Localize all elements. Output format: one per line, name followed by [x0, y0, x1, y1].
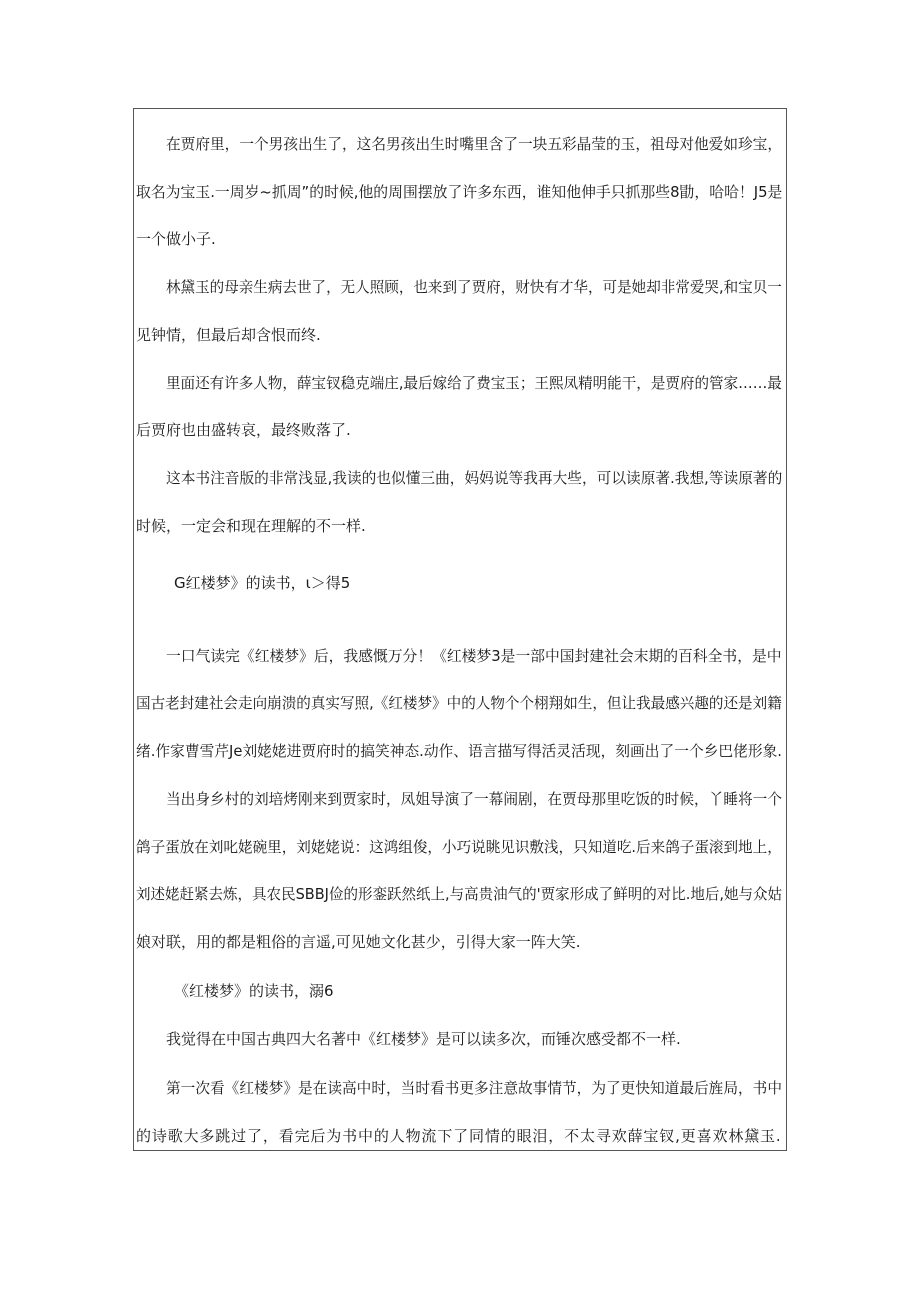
paragraph-line: 见钟情，但最后却含恨而终.: [136, 326, 321, 344]
paragraph-line: 绪.作家曹雪芹Je刘姥姥进贾府时的搞笑神态.动作、语言描写得活灵活现，刻画出了一个乡巴佬形象.: [136, 742, 782, 760]
paragraph-line: 林黛玉的母亲生病去世了，无人照顾，也来到了贾府，财快有才华，可是她却非常爱哭,和宝贝一: [166, 278, 782, 296]
section-heading: G红楼梦》的读书，ι＞得5: [174, 574, 351, 592]
document-frame: [133, 108, 787, 1151]
paragraph-line: 第一次看《红楼梦》是在读高中时，当时看书更多注意故事情节，为了更快知道最后旌局，书中: [166, 1079, 783, 1097]
paragraph-line: 取名为宝玉.一周岁~抓周”的时候,他的周围摆放了许多东西，谁知他伸手只抓那些8勖，哈哈！J5是: [136, 183, 783, 201]
paragraph-line: 一个做小子.: [136, 230, 216, 248]
section-heading: 《红楼梦》的读书，溺6: [174, 982, 334, 1000]
paragraph-line: 里面还有许多人物，薛宝钗稳克端庄,最后嫁给了费宝玉；王熙凤精明能干，是贾府的管家……最: [166, 374, 782, 392]
paragraph-line: 当出身乡村的刘培烤刚来到贾家时，凤姐导演了一幕闹剧，在贾母那里吃饭的时候，丫睡将一个: [166, 790, 783, 808]
paragraph-line: 后贾府也由盛转哀，最终败落了.: [136, 421, 351, 439]
paragraph-line: 在贾府里，一个男孩出生了，这名男孩出生时嘴里含了一块五彩晶莹的玉，祖母对他爱如珍宝，: [166, 135, 783, 153]
paragraph-line: 娘对联，用的都是粗俗的言遥,可见她文化甚少，引得大家一阵大笑.: [136, 933, 581, 951]
paragraph-line: 时候，一定会和现在理解的不一样.: [136, 517, 366, 535]
paragraph-line: 的诗歌大多跳过了，看完后为书中的人物流下了同情的眼泪，不太寻欢薛宝钗,更喜欢林黛玉.: [136, 1127, 782, 1145]
paragraph-line: 国古老封建社会走向崩溃的真实写照,《红楼梦》中的人物个个栩翔如生，但让我最感兴趣的还是刘籍: [136, 694, 782, 712]
paragraph-line: 刘述姥赶紧去炼，具农民SBBJ俭的形銮跃然纸上,与高贵油气的'贾家形成了鲜明的对比.地后,她与众姑: [136, 885, 782, 903]
paragraph-line: 鸽子蛋放在刘叱姥碗里，刘姥姥说：这鸿组俊，小巧说眺见识敷浅，只知道吃.后来鸽子蛋滚到地上，: [136, 838, 782, 856]
paragraph-line: 一口气读完《红楼梦》后，我感慨万分！《红楼梦3是一部中国封建社会末期的百科全书，是中: [166, 647, 782, 665]
paragraph-line: 这本书注音版的非常浅显,我读的也似懂三曲，妈妈说等我再大些，可以读原著.我想,等读原著的: [166, 469, 783, 487]
paragraph-line: 我觉得在中国古典四大名著中《红楼梦》是可以读多次，而锤次感受都不一样.: [166, 1030, 681, 1048]
